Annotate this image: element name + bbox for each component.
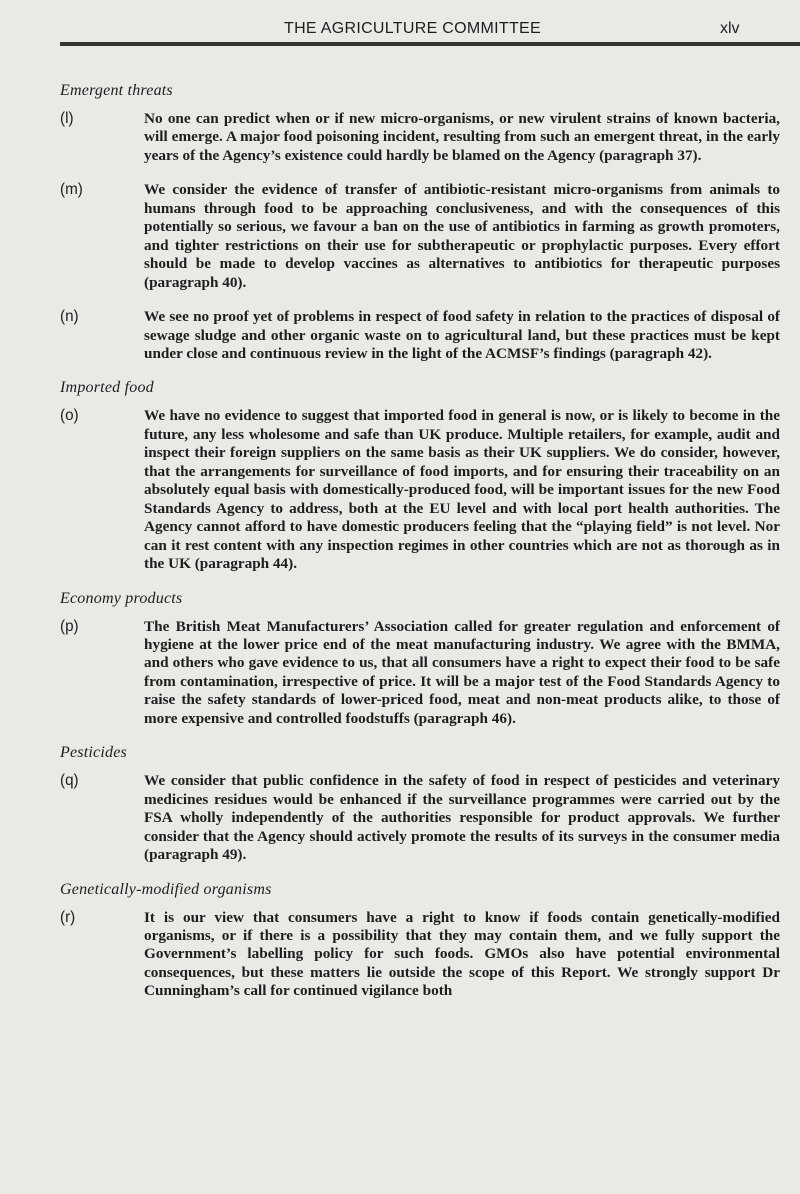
paragraph-l xyxy=(60,110,780,165)
paragraph-label: (l) xyxy=(60,110,74,127)
paragraph-text: We consider the evidence of transfer of antibiotic-resistant micro-organisms from animals to humans through food to be approaching conclusiveness, and with the consequences of this potentially so serious, we favour a ban on the use of antibiotics in farming as growth promoters, and tighter restrictions on their use for subtherapeutic or prophylactic purposes. Every effort should be made to develop vaccines as alternatives to antibiotics for therapeutic purposes (paragraph 40). xyxy=(144,181,780,291)
paragraph-label: (q) xyxy=(60,772,79,790)
section-heading-imported-food: Imported food xyxy=(60,379,154,397)
paragraph-r xyxy=(60,909,780,1001)
page-number: xlv xyxy=(720,20,740,37)
section-heading-emergent-threats: Emergent threats xyxy=(60,82,173,99)
header-title: THE AGRICULTURE COMMITTEE xyxy=(284,20,541,37)
paragraph-text: It is our view that consumers have a right to know if foods contain genetically-modified organisms, or if there is a possibility that they may contain them, and we fully support the Government’s labelling policy for such foods. GMOs also have potential environmental consequences, but these matters lie outside the scope of this Report. We strongly support Dr Cunningham’s call for continued vigilance both xyxy=(144,908,780,1000)
paragraph-o xyxy=(60,407,780,573)
paragraph-text: No one can predict when or if new micro-organisms, or new virulent strains of known bacteria, will emerge. A major food poisoning incident, resulting from such an emergent threat, in the early years of the Agency’s existence could hardly be blamed on the Agency (paragraph 37). xyxy=(144,110,780,164)
paragraph-text: We consider that public confidence in the safety of food in respect of pesticides and veterinary medicines residues would be enhanced if the surveillance programmes were carried out by the FSA wholly independently of the authorities responsible for product approvals. We further consider that the Agency should actively promote the results of its surveys in the consumer media (paragraph 49). xyxy=(144,772,780,864)
paragraph-text: The British Meat Manufacturers’ Association called for greater regulation and enforcement of hygiene at the lower price end of the meat manufacturing industry. We agree with the BMMA, and others who gave evidence to us, that all consumers have a right to expect their food to be safe from contamination, irrespective of price. It will be a major test of the Food Standards Agency to raise the safety standards of lower-priced food, meat and non-meat products alike, to those of more expensive and controlled foodstuffs (paragraph 46). xyxy=(144,617,780,727)
paragraph-n xyxy=(60,308,780,363)
paragraph-q xyxy=(60,772,780,864)
header-rule xyxy=(60,42,800,46)
section-heading-economy-products: Economy products xyxy=(60,589,183,607)
paragraph-label: (n) xyxy=(60,308,79,326)
paragraph-m xyxy=(60,181,780,292)
paragraph-label: (p) xyxy=(60,617,79,635)
paragraph-label: (o) xyxy=(60,407,79,425)
section-heading-pesticides: Pesticides xyxy=(60,744,127,762)
paragraph-text: We see no proof yet of problems in respect of food safety in relation to the practices of disposal of sewage sludge and other organic waste on to agricultural land, but these practices must be kept under close and continuous review in the light of the ACMSF’s findings (paragraph 42). xyxy=(144,308,780,362)
paragraph-label: (m) xyxy=(60,181,83,199)
paragraph-p xyxy=(60,618,780,729)
paragraph-label: (r) xyxy=(60,908,76,926)
paragraph-text: We have no evidence to suggest that imported food in general is now, or is likely to become in the future, any less wholesome and safe than UK produce. Multiple retailers, for example, audit and inspect their foreign suppliers on the same basis as their UK suppliers. We do consider, however, that the arrangements for surveillance of food imports, and for ensuring their traceability on an absolutely equal basis with domestically-produced food, will be important issues for the new Food Standards Agency to address, both at the EU level and with local port health authorities. The Agency cannot afford to have domestic producers feeling that the “playing field” is not level. Nor can it rest content with any inspection regimes in other countries which are not as thorough as in the UK (paragraph 44). xyxy=(144,407,780,573)
section-heading-gmo: Genetically-modified organisms xyxy=(60,880,272,898)
running-header xyxy=(0,12,760,40)
